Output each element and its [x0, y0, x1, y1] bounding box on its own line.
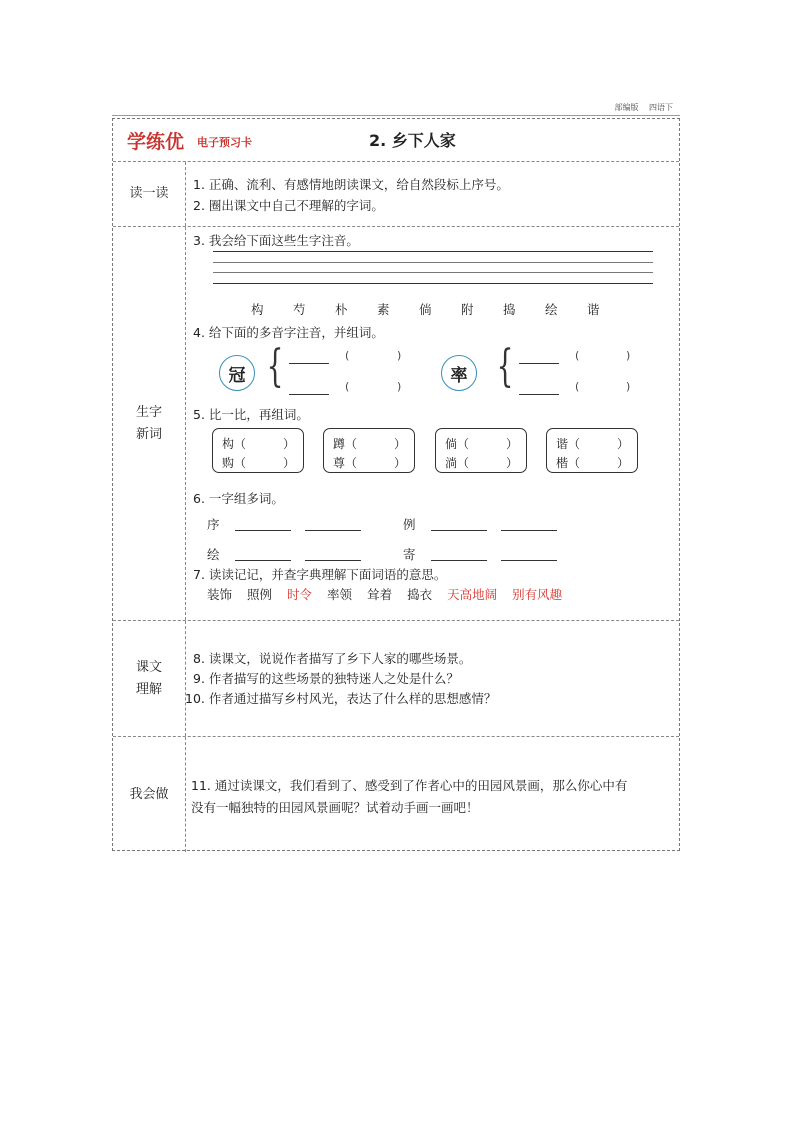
compare-char: 倘（ — [445, 437, 470, 451]
lesson-title: 2. 乡下人家 — [369, 131, 456, 150]
paren-close: ) — [626, 349, 631, 362]
section-new-words — [113, 227, 679, 621]
paren-close: ） — [505, 437, 518, 451]
polyphone-char-2: 率 — [441, 355, 477, 391]
question-3: 3. 我会给下面这些生字注音。 — [193, 233, 359, 248]
section-label-new-words — [113, 227, 186, 620]
polyphone-char-1: 冠 — [219, 355, 255, 391]
pinyin-line — [213, 272, 653, 273]
answer-blank[interactable] — [235, 530, 291, 531]
compare-char: 楷（ — [556, 456, 581, 470]
vocab-list — [207, 585, 577, 603]
answer-blank[interactable] — [305, 530, 361, 531]
pinyin-line — [213, 283, 653, 284]
compare-char: 购（ — [222, 456, 247, 470]
pinyin-line — [213, 262, 653, 263]
title-row — [113, 119, 679, 162]
paren-close: ） — [282, 456, 295, 470]
compare-char: 尊（ — [333, 456, 358, 470]
grade-label: 四语下 — [649, 103, 673, 112]
q6-char: 寄 — [403, 547, 416, 562]
answer-blank[interactable] — [235, 560, 291, 561]
answer-blank[interactable] — [501, 560, 557, 561]
section-do — [113, 737, 679, 852]
paren-open: ( — [575, 380, 580, 393]
char-item: 构 — [251, 302, 264, 317]
compare-char: 蹲（ — [333, 437, 358, 451]
paren-close: ） — [282, 437, 295, 451]
answer-blank[interactable] — [289, 363, 329, 364]
read-item-2: 2. 圈出课文中自己不理解的字词。 — [193, 198, 384, 213]
compare-box — [212, 428, 304, 473]
paren-open: ( — [345, 349, 350, 362]
question-9: 9. 作者描写的这些场景的独特迷人之处是什么？ — [193, 671, 459, 686]
answer-blank[interactable] — [431, 560, 487, 561]
pinyin-line — [213, 251, 653, 252]
vocab-word: 装饰 — [207, 587, 233, 602]
vocab-word-highlight: 天高地阔 — [447, 587, 498, 602]
answer-blank[interactable] — [519, 363, 559, 364]
q6-char: 绘 — [207, 547, 220, 562]
paren-close: ） — [616, 437, 629, 451]
paren-open: ( — [345, 380, 350, 393]
label-line-1: 生字 — [135, 404, 162, 420]
answer-blank[interactable] — [431, 530, 487, 531]
label-line-2: 理解 — [135, 681, 162, 697]
answer-blank[interactable] — [289, 394, 329, 395]
page-header — [606, 102, 673, 113]
q3-char-list — [251, 300, 629, 318]
char-item: 倘 — [419, 302, 432, 317]
char-item: 朴 — [335, 302, 348, 317]
vocab-word: 耸着 — [367, 587, 393, 602]
paren-close: ） — [393, 456, 406, 470]
paren-close: ） — [505, 456, 518, 470]
question-5: 5. 比一比，再组词。 — [193, 407, 309, 422]
q6-char: 例 — [403, 517, 416, 532]
vocab-word-highlight: 别有风趣 — [512, 587, 563, 602]
question-11-line-2: 没有一幅独特的田园风景画呢？试着动手画一画吧！ — [191, 800, 479, 815]
answer-blank[interactable] — [501, 530, 557, 531]
question-4: 4. 给下面的多音字注音，并组词。 — [193, 325, 384, 340]
header-divider — [112, 115, 680, 116]
paren-close: ） — [616, 456, 629, 470]
section-label-comprehension — [113, 621, 186, 736]
brand-subtitle: 电子预习卡 — [197, 136, 252, 149]
char-item: 谐 — [587, 302, 600, 317]
question-6: 6. 一字组多词。 — [193, 491, 284, 506]
char-item: 附 — [461, 302, 474, 317]
compare-box — [546, 428, 638, 473]
question-8: 8. 读课文，说说作者描写了乡下人家的哪些场景。 — [193, 651, 472, 666]
vocab-word: 捣衣 — [407, 587, 433, 602]
compare-box — [323, 428, 415, 473]
answer-blank[interactable] — [519, 394, 559, 395]
section-label-read: 读一读 — [113, 162, 186, 226]
edition-label: 部编版 — [614, 103, 639, 112]
brace-icon: { — [496, 341, 514, 392]
compare-box — [435, 428, 527, 473]
preview-card — [112, 118, 680, 851]
question-7: 7. 读读记记，并查字典理解下面词语的意思。 — [193, 567, 447, 582]
brace-icon: { — [266, 341, 284, 392]
paren-close: ) — [397, 349, 402, 362]
brand-logo: 学练优 — [127, 131, 185, 153]
compare-char: 构（ — [222, 437, 247, 451]
paren-close: ) — [626, 380, 631, 393]
section-label-do: 我会做 — [113, 737, 186, 852]
section-read — [113, 162, 679, 227]
char-item: 素 — [377, 302, 390, 317]
label-line-1: 课文 — [135, 659, 162, 675]
section-comprehension — [113, 621, 679, 737]
q6-char: 序 — [207, 517, 220, 532]
compare-char: 淌（ — [445, 456, 470, 470]
paren-close: ） — [393, 437, 406, 451]
read-item-1: 1. 正确、流利、有感情地朗读课文，给自然段标上序号。 — [193, 177, 509, 192]
paren-open: ( — [575, 349, 580, 362]
char-item: 捣 — [503, 302, 516, 317]
vocab-word: 照例 — [247, 587, 273, 602]
answer-blank[interactable] — [305, 560, 361, 561]
label-line-2: 新词 — [135, 426, 162, 442]
compare-char: 谐（ — [556, 437, 581, 451]
paren-close: ) — [397, 380, 402, 393]
question-10: 10. 作者通过描写乡村风光，表达了什么样的思想感情？ — [185, 691, 497, 706]
question-11-line-1: 11. 通过读课文，我们看到了、感受到了作者心中的田园风景画，那么你心中有 — [191, 778, 628, 793]
char-item: 绘 — [545, 302, 558, 317]
vocab-word: 率领 — [327, 587, 353, 602]
vocab-word-highlight: 时令 — [287, 587, 313, 602]
char-item: 芍 — [293, 302, 306, 317]
